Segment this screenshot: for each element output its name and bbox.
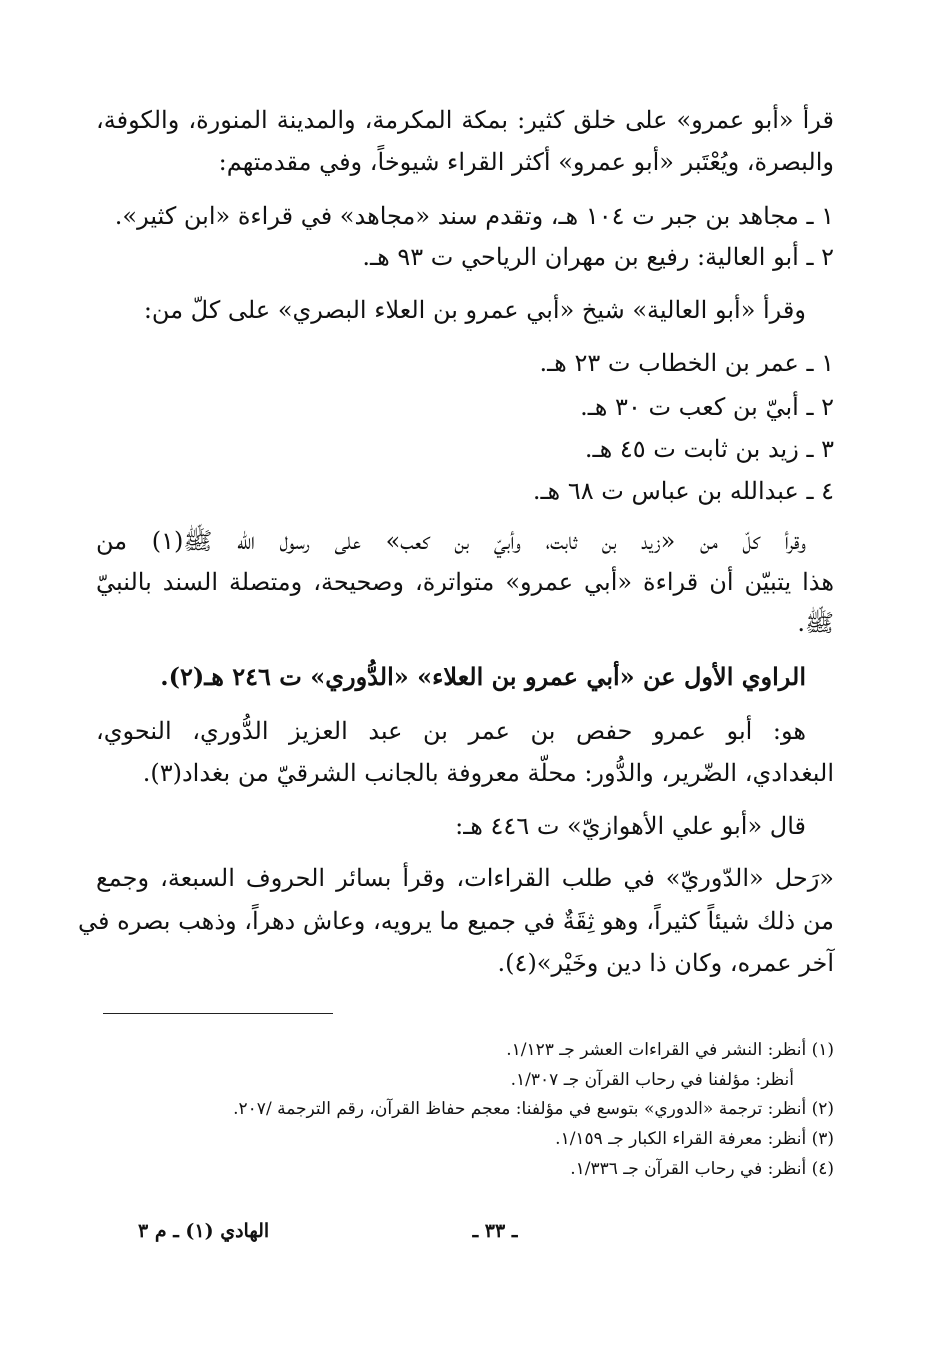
section-heading: الراوي الأول عن «أبي عمرو بن العلاء» «الدُّوري» ت ٢٤٦ هـ(٢). [160,662,806,691]
body-line-6: ﷺ. [797,609,834,637]
body-line-5: هذا يتبيّن أن قراءة «أبي عمرو» متواترة، وصحيحة، ومتصلة السند بالنبيّ [96,568,834,596]
list-item-1: ١ ـ مجاهد بن جبر ت ١٠٤ هـ، وتقدم سند «مجاهد» في قراءة «ابن كثير». [114,202,834,230]
quote-line-1: «رَحل «الدّوريّ» في طلب القراءات، وقرأ بسائر الحروف السبعة، وجمع [96,864,834,892]
list-item-4: ٢ ـ أبيّ بن كعب ت ٣٠ هـ. [580,393,834,421]
footnote-2: (٢) أنظر: ترجمة «الدوري» بتوسع في مؤلفنا: معجم حفاظ القرآن، رقم الترجمة /٢٠٧. [233,1099,834,1119]
body-line-2: والبصرة، ويُعْتَبر «أبو عمرو» أكثر القراء شيوخاً، وفي مقدمتهم: [218,148,834,176]
quote-line-3: آخر عمره، وكان ذا دين وخَيْر»(٤). [497,949,834,977]
body-line-7: هو: أبو عمرو حفص بن عمر بن عبد العزيز الدُّوري، النحوي، [96,717,807,745]
footnote-1-cont: أنظر: مؤلفنا في رحاب القرآن جـ ١/٣٠٧. [510,1070,794,1090]
body-line-8: البغدادي، الضّرير، والدُّور: محلّة معروفة بالجانب الشرقيّ من بغداد(٣). [142,759,834,787]
footnote-3: (٣) أنظر: معرفة القراء الكبار جـ ١/١٥٩. [555,1129,834,1149]
list-item-5: ٣ ـ زيد بن ثابت ت ٤٥ هـ. [584,435,834,463]
body-line-9: قال «أبو علي الأهوازيّ» ت ٤٤٦ هـ: [455,812,806,840]
body-line-3: وقرأ «أبو العالية» شيخ «أبي عمرو بن العلاء البصري» على كلّ من: [143,296,806,324]
body-line-4: وقرأ كلّ من «زيد بن ثابت، وأبيّ بن كعب» على رسول الله ﷺ(١) من [96,527,806,555]
body-line-1: قرأ «أبو عمرو» على خلق كثير: بمكة المكرمة، والمدينة المنورة، والكوفة، [96,106,834,134]
footnote-1: (١) أنظر: النشر في القراءات العشر جـ ١/١٢٣. [506,1040,834,1060]
book-title-footer: الهادي (١) ـ م ٣ [138,1220,270,1242]
quote-line-2: من ذلك شيئاً كثيراً، وهو ثِقَةٌ في جميع ما يرويه، وعاش دهراً، وذهب بصره في [78,907,834,935]
list-item-3: ١ ـ عمر بن الخطاب ت ٢٣ هـ. [539,349,834,377]
footnote-divider [103,1013,333,1014]
page-number: ـ ٣٣ ـ [472,1220,518,1242]
list-item-6: ٤ ـ عبدالله بن عباس ت ٦٨ هـ. [532,477,834,505]
footnote-4: (٤) أنظر: في رحاب القرآن جـ ١/٣٣٦. [570,1159,834,1179]
list-item-2: ٢ ـ أبو العالية: رفيع بن مهران الرياحي ت ٩٣ هـ. [362,243,834,271]
